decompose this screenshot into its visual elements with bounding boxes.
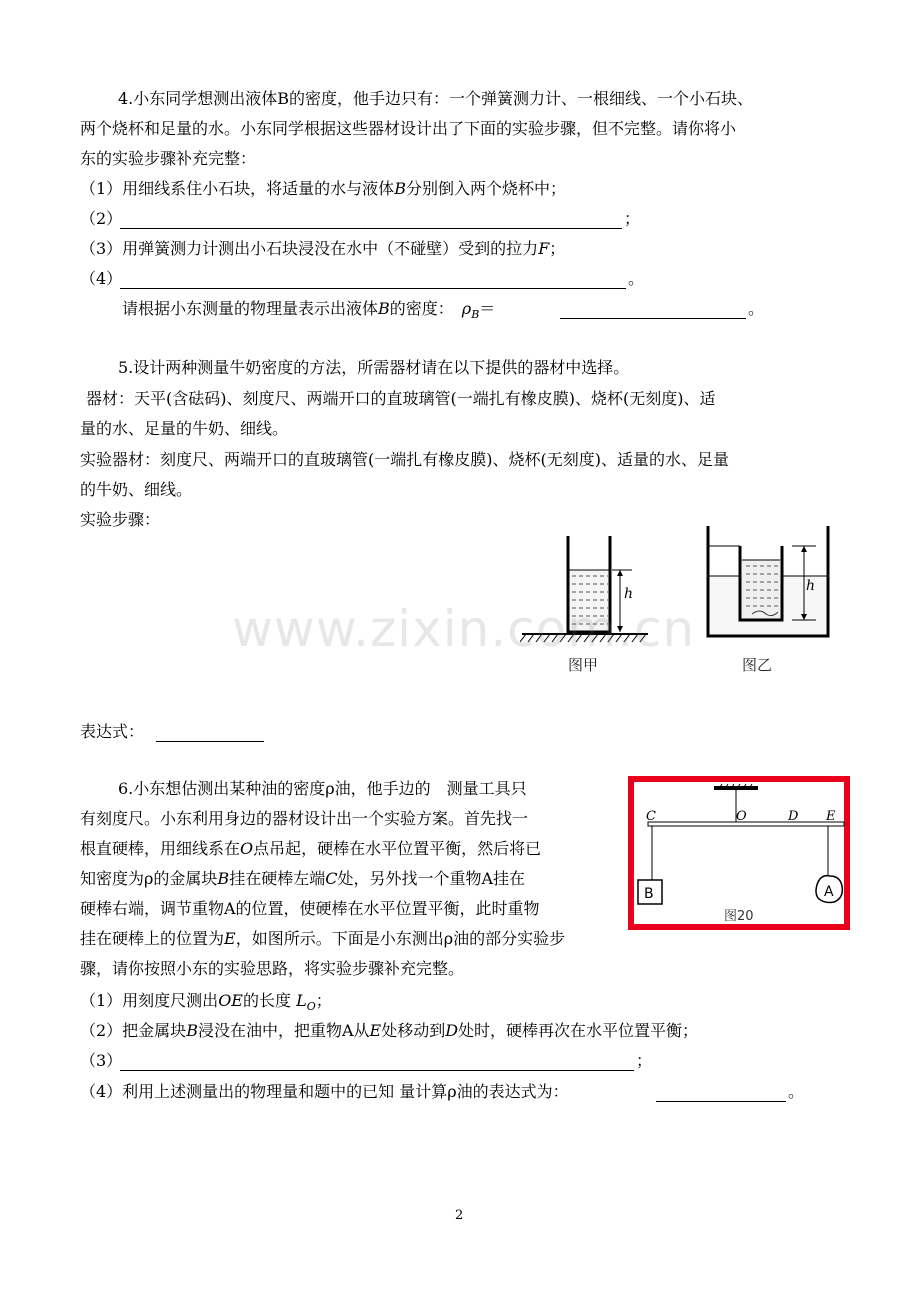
q5-line2: 器材：天平(含砝码)、刻度尺、两端开口的直玻璃管(一端扎有橡皮膜)、烧杯(无刻度)、适 <box>86 389 716 408</box>
q4-step4-label: （4） <box>80 269 123 288</box>
q6-step3-end: ； <box>636 1051 653 1070</box>
q5-line1: 5.设计两种测量牛奶密度的方法，所需器材请在以下提供的器材中选择。 <box>118 358 630 377</box>
q4-line3: 东的实验步骤补充完整： <box>80 149 257 168</box>
q5-line6: 实验步骤： <box>80 510 161 529</box>
q6-line4: 知密度为ρ的金属块B挂在硬棒左端C处，另外找一个重物A挂在 <box>80 869 526 888</box>
watermark: www.zixin.com.cn <box>232 600 696 658</box>
q4-step2-end: ； <box>624 209 641 228</box>
q6-step3-label: （3） <box>80 1051 123 1070</box>
figure-20 <box>628 776 850 930</box>
q6-line3: 根直硬棒，用细线系在O点吊起，硬棒在水平位置平衡，然后将已 <box>80 839 542 858</box>
block-b-label: B <box>644 886 654 902</box>
q4-step2-label: （2） <box>80 209 123 228</box>
q4-step4-end: 。 <box>628 269 645 288</box>
height-label-h: h <box>806 578 816 594</box>
q4-line1: 4.小东同学想测出液体B的密度，他手边只有：一个弹簧测力计、一根细线、一个小石块、 <box>118 89 754 108</box>
figure-frame <box>631 779 847 927</box>
q5-line3: 量的水、足量的牛奶、细线。 <box>80 419 289 438</box>
q6-line5: 硬棒右端，调节重物A的位置，使硬棒在水平位置平衡，此时重物 <box>80 899 540 918</box>
q4-expression-end: 。 <box>748 299 765 318</box>
q5-line4: 实验器材：刻度尺、两端开口的直玻璃管(一端扎有橡皮膜)、烧杯(无刻度)、适量的水、足量 <box>80 450 729 469</box>
figure-20-caption: 图20 <box>724 909 754 924</box>
point-e-label: E <box>826 809 836 824</box>
q4-step2-blank[interactable] <box>120 228 622 229</box>
q6-step4-end: 。 <box>788 1082 805 1101</box>
q5-line5: 的牛奶、细线。 <box>80 480 193 499</box>
q4-line2: 两个烧杯和足量的水。小东同学根据这些器材设计出了下面的实验步骤，但不完整。请你将小 <box>80 119 737 138</box>
point-d-label: D <box>788 809 799 824</box>
q6-step3-blank[interactable] <box>120 1070 634 1071</box>
q6-step4-blank[interactable] <box>656 1101 786 1102</box>
q4-step4-blank[interactable] <box>120 288 626 289</box>
q5-expression-label: 表达式： <box>80 722 145 741</box>
q6-line2: 有刻度尺。小东利用身边的器材设计出一个实验方案。首先找一 <box>80 809 529 828</box>
q4-step1: （1）用细线系住小石块，将适量的水与液体B分别倒入两个烧杯中； <box>80 179 566 198</box>
weight-a-label: A <box>824 884 834 900</box>
figure-yi <box>700 522 838 644</box>
q4-step3: （3）用弹簧测力计测出小石块浸没在水中（不碰壁）受到的拉力F； <box>80 239 566 258</box>
q6-step4: （4）利用上述测量出的物理量和题中的已知 量计算ρ油的表达式为： <box>80 1082 569 1101</box>
q5-expression-blank[interactable] <box>156 741 264 742</box>
page-number: 2 <box>455 1208 464 1223</box>
q4-expression: 请根据小东测量的物理量表示出液体B的密度： $\rho_B=$ <box>122 299 496 322</box>
point-c-label: C <box>646 809 656 824</box>
fig-yi-caption: 图乙 <box>742 656 773 674</box>
q4-expression-blank[interactable] <box>560 318 746 319</box>
q6-line1: 6.小东想估测出某种油的密度ρ油，他手边的 测量工具只 <box>118 779 527 798</box>
point-o-label: O <box>736 809 747 824</box>
q6-line7: 骤，请你按照小东的实验思路，将实验步骤补充完整。 <box>80 959 465 978</box>
fig-jia-caption: 图甲 <box>568 656 599 674</box>
q6-step1: （1）用刻度尺测出OE的长度 $L_O$； <box>80 991 332 1014</box>
q6-step2: （2）把金属块B浸没在油中，把重物A从E处移动到D处时，硬棒再次在水平位置平衡； <box>80 1021 699 1040</box>
height-label-h: h <box>624 586 634 602</box>
q6-line6: 挂在硬棒上的位置为E，如图所示。下面是小东测出ρ油的部分实验步 <box>80 929 566 948</box>
